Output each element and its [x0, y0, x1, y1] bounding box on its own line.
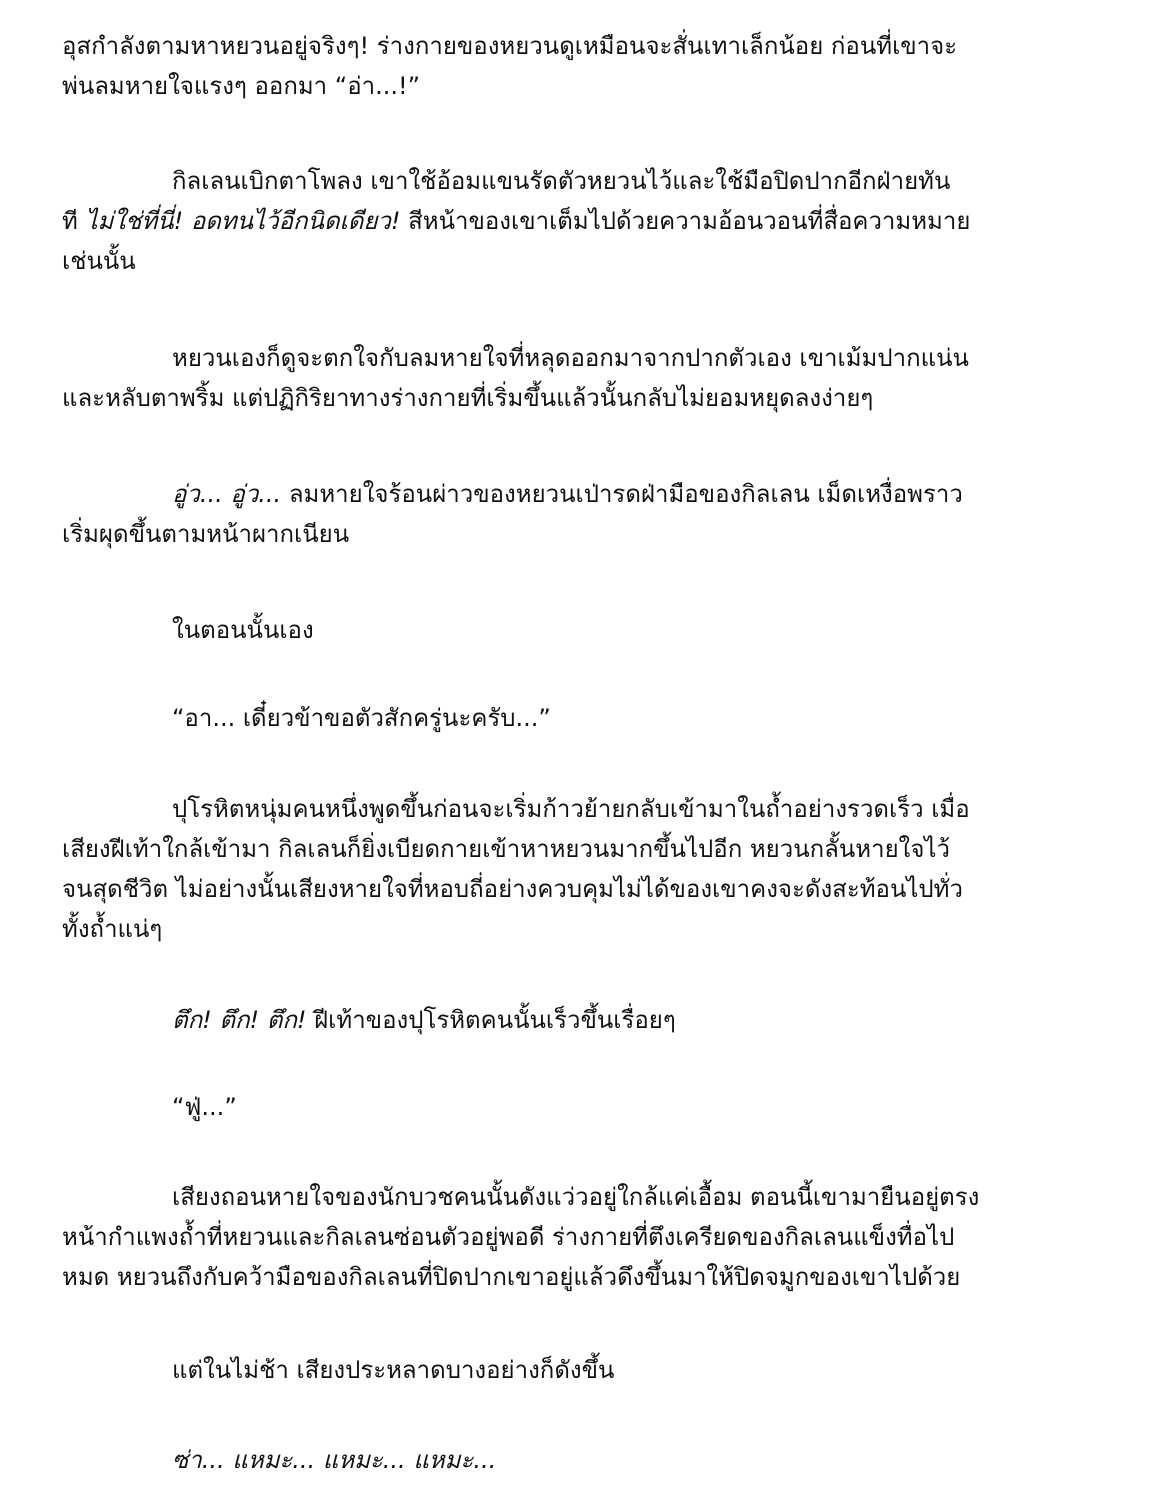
text-line: หยวนเองก็ดูจะตกใจกับลมหายใจที่หลุดออกมาจากปากตัวเอง เขาเม้มปากแน่น	[172, 344, 969, 372]
text-line	[62, 474, 1102, 514]
paragraph-continuation	[62, 26, 1102, 106]
italic-sound: ซ่า... แหมะ... แหมะ... แหมะ...	[172, 1446, 497, 1474]
text-line	[62, 1440, 1102, 1480]
paragraph	[62, 610, 1102, 650]
text-line: หน้ากำแพงถ้ำที่หยวนและกิลเลนซ่อนตัวอยู่พอดี ร่างกายที่ตึงเครียดของกิลเลนแข็งทื่อไป	[62, 1223, 955, 1251]
paragraph	[62, 338, 1102, 418]
text-line: ในตอนนั้นเอง	[172, 616, 314, 644]
text-line: เสียงถอนหายใจของนักบวชคนนั้นดังแว่วอยู่ใกล้แค่เอื้อม ตอนนี้เขามายืนอยู่ตรง	[172, 1183, 980, 1211]
italic-sound: อู่ว... อู่ว...	[172, 480, 282, 508]
text-line: หมด หยวนถึงกับคว้ามือของกิลเลนที่ปิดปากเขาอยู่แล้วดึงขึ้นมาให้ปิดจมูกของเขาไปด้วย	[62, 1263, 961, 1291]
dialogue-line: “ฟู่...”	[172, 1093, 237, 1121]
paragraph	[62, 1000, 1102, 1040]
italic-sound: ตึก! ตึก! ตึก!	[172, 1006, 307, 1034]
text-span: ฝีเท้าของปุโรหิตคนนั้นเร็วขึ้นเรื่อยๆ	[306, 1006, 676, 1034]
text-line: เสียงฝีเท้าใกล้เข้ามา กิลเลนก็ยิ่งเบียดกายเข้าหาหยวนมากขึ้นไปอีก หยวนกลั้นหายใจไว้	[62, 835, 950, 863]
text-span: ที	[62, 207, 86, 235]
text-line: แต่ในไม่ช้า เสียงประหลาดบางอย่างก็ดังขึ้น	[172, 1356, 615, 1384]
text-line: เช่นนั้น	[62, 247, 136, 275]
text-line	[62, 201, 1102, 241]
paragraph	[62, 1350, 1102, 1390]
dialogue-paragraph	[62, 1087, 1102, 1127]
text-span: ลมหายใจร้อนผ่าวของหยวนเป่ารดฝ่ามือของกิลเลน เม็ดเหงื่อพราว	[281, 480, 963, 508]
text-line: ปุโรหิตหนุ่มคนหนึ่งพูดขึ้นก่อนจะเริ่มก้าวย้ายกลับเข้ามาในถ้ำอย่างรวดเร็ว เมื่อ	[172, 795, 970, 823]
paragraph	[62, 474, 1102, 554]
paragraph	[62, 1440, 1102, 1480]
text-line: อุสกำลังตามหาหยวนอยู่จริงๆ! ร่างกายของหยวนดูเหมือนจะสั่นเทาเล็กน้อย ก่อนที่เขาจะ	[62, 32, 958, 60]
text-line: เริ่มผุดขึ้นตามหน้าผากเนียน	[62, 520, 350, 548]
text-line	[62, 1000, 1102, 1040]
text-line: พ่นลมหายใจแรงๆ ออกมา “อ่า...!”	[62, 72, 421, 100]
text-line: จนสุดชีวิต ไม่อย่างนั้นเสียงหายใจที่หอบถี่อย่างควบคุมไม่ได้ของเขาคงจะดังสะท้อนไปทั่ว	[62, 875, 963, 903]
dialogue-paragraph	[62, 698, 1102, 738]
dialogue-line: “อา... เดี๋ยวข้าขอตัวสักครู่นะครับ...”	[172, 704, 551, 732]
italic-thought: ไม่ใช่ที่นี่! อดทนไว้อีกนิดเดียว!	[85, 207, 401, 235]
text-line: กิลเลนเบิกตาโพลง เขาใช้อ้อมแขนรัดตัวหยวนไว้และใช้มือปิดปากอีกฝ่ายทัน	[172, 167, 951, 195]
text-line: ทั้งถ้ำแน่ๆ	[62, 915, 163, 943]
paragraph	[62, 161, 1102, 281]
paragraph	[62, 1177, 1102, 1297]
text-line: และหลับตาพริ้ม แต่ปฏิกิริยาทางร่างกายที่เริ่มขึ้นแล้วนั้นกลับไม่ยอมหยุดลงง่ายๆ	[62, 384, 874, 412]
text-span: สีหน้าของเขาเต็มไปด้วยความอ้อนวอนที่สื่อความหมาย	[400, 207, 971, 235]
paragraph	[62, 789, 1102, 949]
